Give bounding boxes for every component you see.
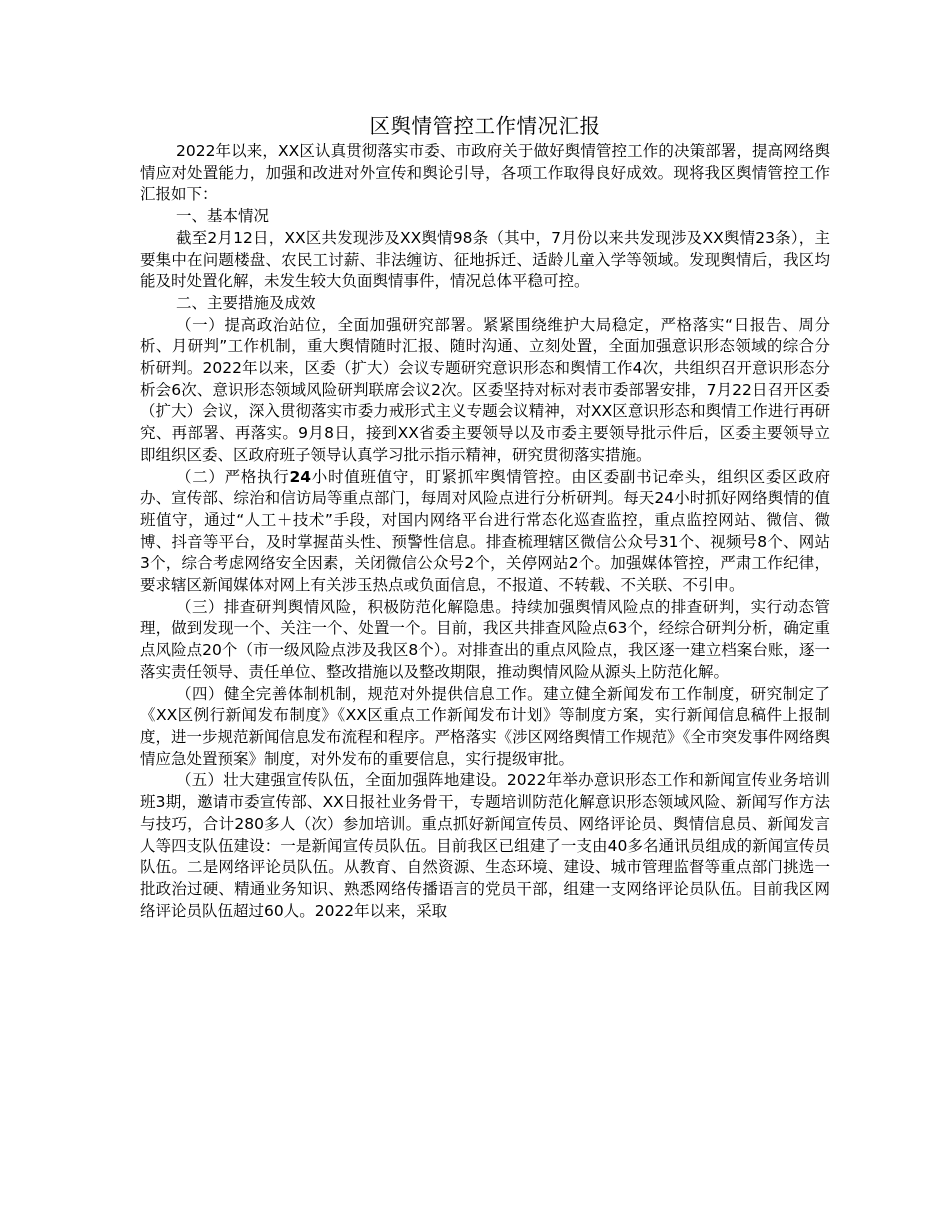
measure-item-2-body: 小时值班值守，盯紧抓牢舆情管控。由区委副书记牵头，组织区委区政府办、宣传部、综治和信访局等重点部门，每周对风险点进行分析研判。每天24小时抓好网络舆情的值班值守，通过“人工＋技术”手段，对国内网络平台进行常态化巡查监控，重点监控网站、微信、微博、抖音等平台，及时掌握苗头性、预警性信息。排查梳理辖区微信公众号31个、视频号8个、网站3个，综合考虑网络安全因素，关闭微信公众号2个，关停网站2个。加强媒体管控，严肃工作纪律，要求辖区新闻媒体对网上有关涉玉热点或负面信息，不报道、不转载、不关联、不引申。: [140, 467, 830, 595]
measure-item-2-lead: （二）严格执行: [176, 467, 290, 486]
basic-situation-paragraph: 截至2月12日，XX区共发现涉及XX舆情98条（其中，7月份以来共发现涉及XX舆情23条），主要集中在问题楼盘、农民工讨薪、非法缠访、征地拆迁、适龄儿童入学等领域。发现舆情后，我区均能及时处置化解，未发生较大负面舆情事件，情况总体平稳可控。: [140, 228, 830, 291]
measure-item-5: （五）壮大建强宣传队伍，全面加强阵地建设。2022年举办意识形态工作和新闻宣传业务培训班3期，邀请市委宣传部、XX日报社业务骨干，专题培训防范化解意识形态领域风险、新闻写作方法与技巧，合计280多人（次）参加培训。重点抓好新闻宣传员、网络评论员、舆情信息员、新闻发言人等四支队伍建设：一是新闻宣传员队伍。目前我区已组建了一支由40多名通讯员组成的新闻宣传员队伍。二是网络评论员队伍。从教育、自然资源、生态环境、建设、城市管理监督等重点部门挑选一批政治过硬、精通业务知识、熟悉网络传播语言的党员干部，组建一支网络评论员队伍。目前我区网络评论员队伍超过60人。2022年以来，采取: [140, 771, 830, 920]
measure-item-1: （一）提高政治站位，全面加强研究部署。紧紧围绕维护大局稳定，严格落实“日报告、周分析、月研判”工作机制，重大舆情随时汇报、随时沟通、立刻处置，全面加强意识形态领域的综合分析研判。2022年以来，区委（扩大）会议专题研究意识形态和舆情工作4次，共组织召开意识形态分析会6次、意识形态领域风险研判联席会议2次。区委坚持对标对表市委部署安排，7月22日召开区委（扩大）会议，深入贯彻落实市委力戒形式主义专题会议精神，对XX区意识形态和舆情工作进行再研究、再部署、再落实。9月8日，接到XX省委主要领导以及市委主要领导批示件后，区委主要领导立即组织区委、区政府班子领导认真学习批示指示精神，研究贯彻落实措施。: [140, 315, 830, 464]
section-heading-measures: 二、主要措施及成效: [176, 293, 316, 312]
intro-paragraph: 2022年以来，XX区认真贯彻落实市委、市政府关于做好舆情管控工作的决策部署，提高网络舆情应对处置能力，加强和改进对外宣传和舆论引导，各项工作取得良好成效。现将我区舆情管控工作汇报如下：: [140, 142, 830, 204]
document-title: 区舆情管控工作情况汇报: [369, 114, 601, 138]
section-heading-basic-situation: 一、基本情况: [176, 207, 270, 226]
document-page: [140, 111, 830, 922]
measure-item-2-hours: 24: [289, 467, 312, 486]
measure-item-4: （四）健全完善体制机制，规范对外提供信息工作。建立健全新闻发布工作制度，研究制定了《XX区例行新闻发布制度》《XX区重点工作新闻发布计划》等制度方案，实行新闻信息稿件上报制度，进一步规范新闻信息发布流程和程序。严格落实《涉区网络舆情工作规范》《全市突发事件网络舆情应急处置预案》制度，对外发布的重要信息，实行提级审批。: [140, 684, 830, 768]
measure-item-3: （三）排查研判舆情风险，积极防范化解隐患。持续加强舆情风险点的排查研判，实行动态管理，做到发现一个、关注一个、处置一个。目前，我区共排查风险点63个，经综合研判分析，确定重点风险点20个（市一级风险点涉及我区8个）。对排查出的重点风险点，我区逐一建立档案台账，逐一落实责任领导、责任单位、整改措施以及整改期限，推动舆情风险从源头上防范化解。: [140, 597, 830, 681]
measure-item-2: [140, 467, 830, 597]
